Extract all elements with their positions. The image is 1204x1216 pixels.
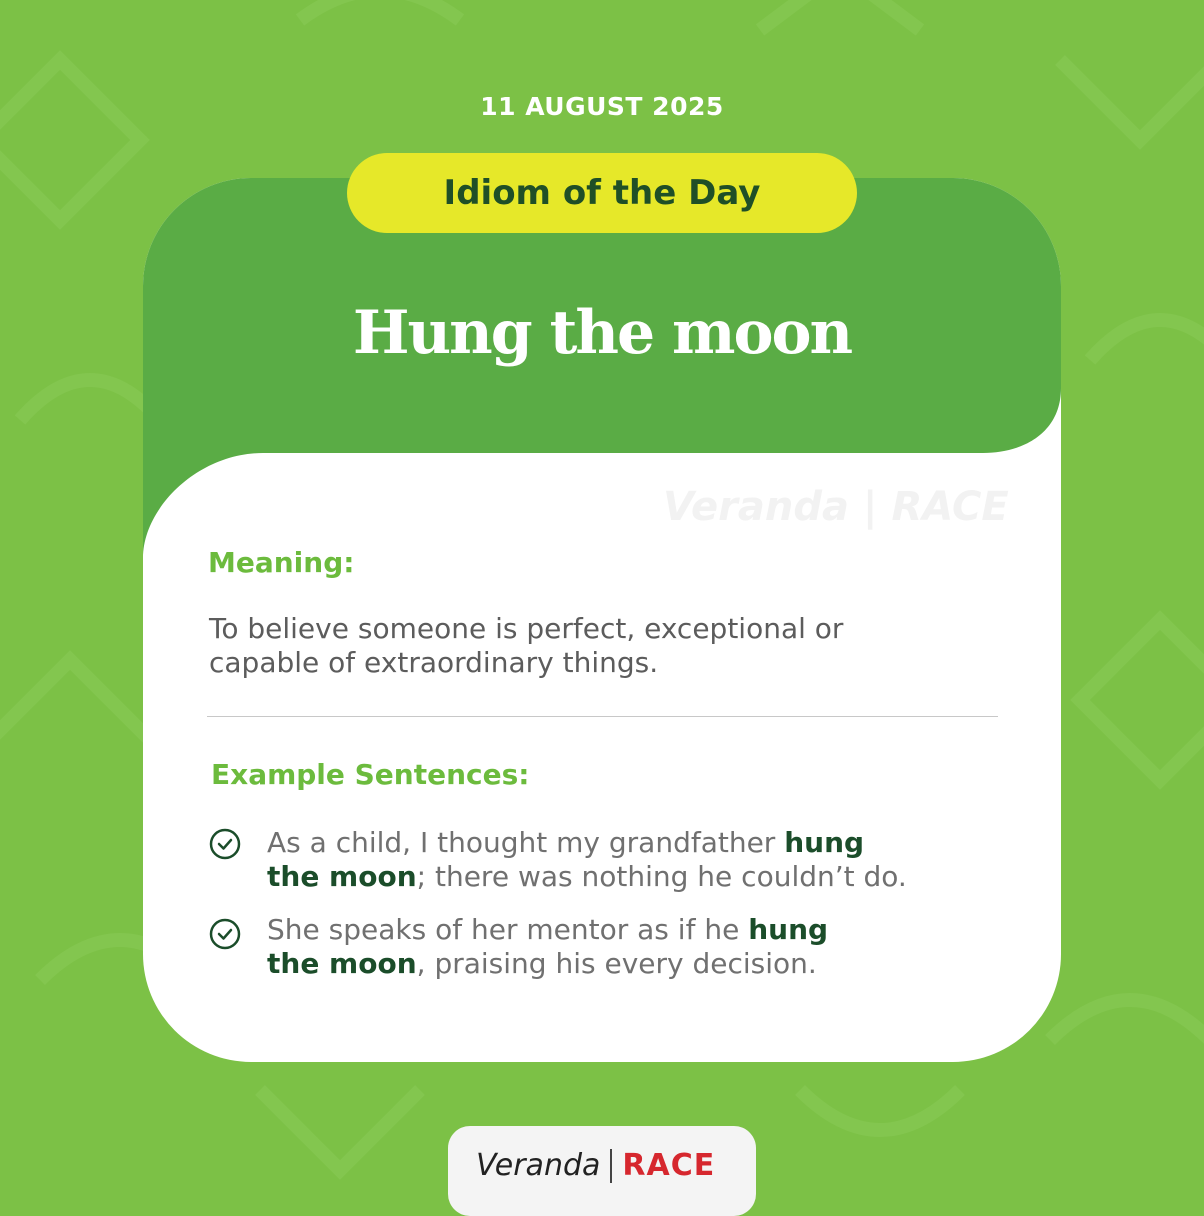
- logo-separator: [610, 1149, 612, 1183]
- check-circle-icon: [208, 827, 242, 861]
- date-heading: 11 AUGUST 2025: [480, 92, 724, 121]
- example-sentence-1: As a child, I thought my grandfather hung the moon; there was nothing he couldn’t do.: [267, 826, 907, 893]
- meaning-text: [209, 612, 969, 680]
- badge-label: Idiom of the Day: [443, 173, 761, 213]
- check-circle-icon: [208, 917, 242, 951]
- race-logo-text: RACE: [622, 1148, 716, 1183]
- veranda-race-logo: [476, 1148, 715, 1183]
- veranda-logo-text: Veranda: [476, 1148, 601, 1183]
- idiom-of-the-day-badge: [347, 153, 857, 233]
- highlight-idiom: the moon: [267, 947, 417, 980]
- meaning-label: Meaning:: [208, 546, 355, 579]
- meaning-line-2: capable of extraordinary things.: [209, 646, 659, 679]
- example-sentence-2: She speaks of her mentor as if he hung the moon, praising his every decision.: [267, 913, 829, 980]
- highlight-idiom: hung: [748, 913, 829, 946]
- example-sentences-label: Example Sentences:: [211, 758, 530, 791]
- highlight-idiom: hung: [784, 826, 865, 859]
- meaning-line-1: To believe someone is perfect, exceptional or: [209, 612, 844, 645]
- idiom-title: Hung the moon: [352, 298, 852, 368]
- section-divider: [207, 716, 998, 717]
- watermark-logo: Veranda | RACE: [663, 484, 1009, 530]
- highlight-idiom: the moon: [267, 860, 417, 893]
